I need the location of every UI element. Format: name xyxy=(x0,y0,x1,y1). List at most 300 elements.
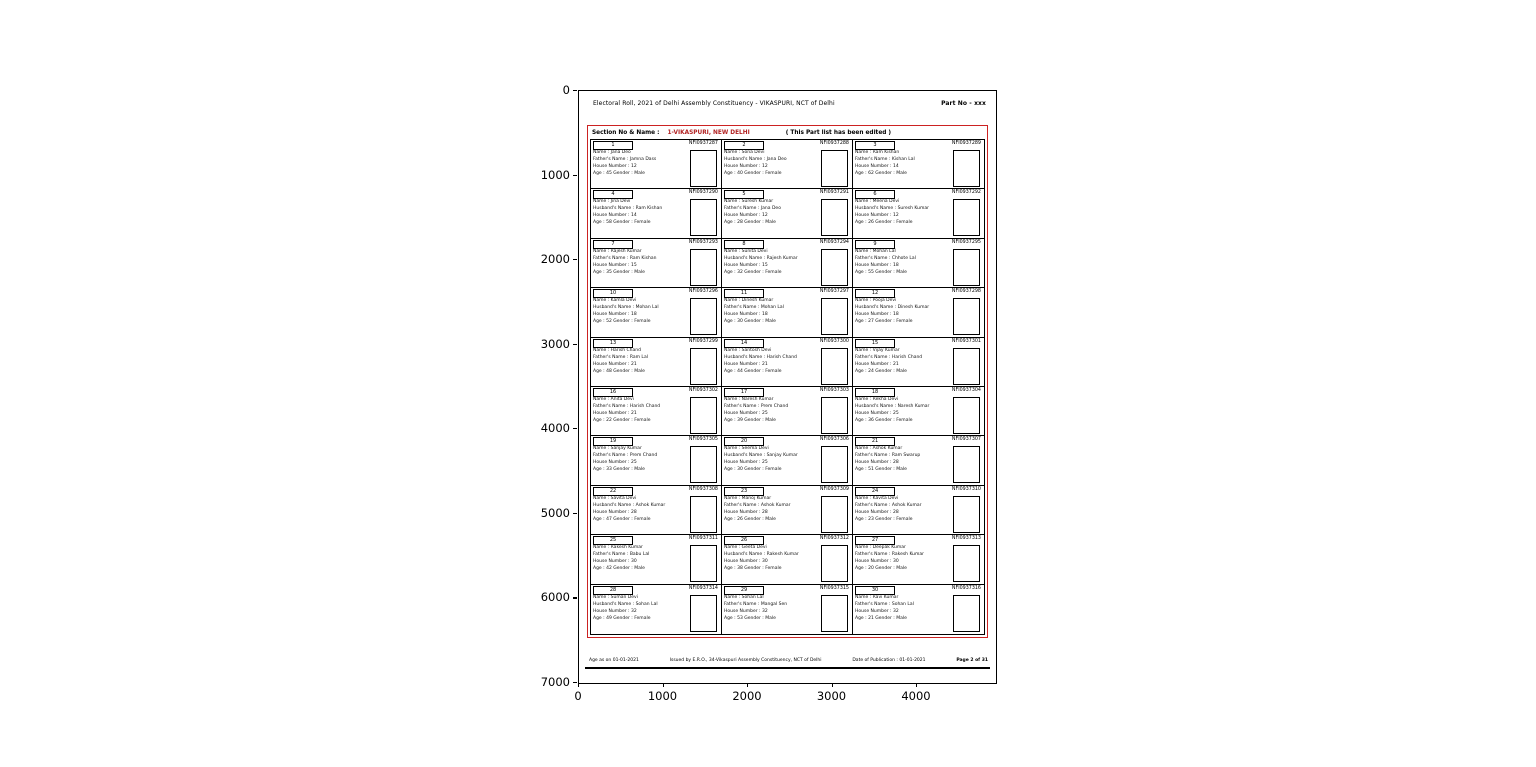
voter-relation: Father's Name : Ashok Kumar xyxy=(724,502,791,508)
photo-box xyxy=(953,249,980,286)
photo-box xyxy=(821,446,848,483)
voter-card-head xyxy=(593,487,719,496)
epic-number: NFI0937306 xyxy=(819,437,849,443)
section-note: ( This Part list has been edited ) xyxy=(785,129,892,136)
voter-card xyxy=(722,585,853,634)
voter-card-body xyxy=(724,595,850,632)
x-axis-tick-mark xyxy=(747,683,748,687)
electoral-roll-page xyxy=(578,90,997,684)
voter-age-gender: Age : 28 Gender : Male xyxy=(724,220,776,226)
voter-card xyxy=(591,585,722,634)
voter-card-body xyxy=(593,199,719,236)
page-footer xyxy=(589,658,988,663)
voter-house-number: House Number : 32 xyxy=(593,608,637,614)
x-axis-tick-label: 2000 xyxy=(732,689,762,703)
voter-card xyxy=(722,486,853,535)
voter-age-gender: Age : 40 Gender : Female xyxy=(724,170,782,176)
voter-name: Name : Vijay Kumar xyxy=(855,347,900,353)
footer-page-number: Page 2 of 31 xyxy=(956,658,988,663)
serial-number-box: 30 xyxy=(855,586,895,595)
voter-relation: Husband's Name : Rajesh Kumar xyxy=(724,255,798,261)
voter-house-number: House Number : 18 xyxy=(855,262,899,268)
photo-box xyxy=(821,199,848,236)
voter-details xyxy=(855,298,929,335)
voter-name: Name : Ram Kishan xyxy=(855,150,900,155)
voter-relation: Husband's Name : Sanjay Kumar xyxy=(724,453,798,459)
photo-box xyxy=(953,446,980,483)
voter-card xyxy=(722,387,853,436)
epic-number: NFI0937305 xyxy=(688,437,718,443)
voter-card-body xyxy=(724,446,850,483)
voter-card-body xyxy=(855,150,982,187)
epic-number: NFI0937293 xyxy=(688,239,718,245)
voter-name: Name : Savita Devi xyxy=(593,495,637,501)
voter-details xyxy=(724,397,788,434)
serial-number-box: 25 xyxy=(593,536,633,545)
voter-card xyxy=(591,387,722,436)
photo-box xyxy=(953,595,980,632)
voter-grid xyxy=(590,139,985,635)
voter-house-number: House Number : 30 xyxy=(593,559,637,565)
voter-relation: Father's Name : Sohan Lal xyxy=(855,601,914,607)
voter-name: Name : Sunita Devi xyxy=(724,248,768,254)
voter-details xyxy=(724,249,798,286)
voter-name: Name : Rajesh Kumar xyxy=(593,248,642,254)
serial-number-box: 19 xyxy=(593,437,633,446)
voter-house-number: House Number : 15 xyxy=(724,262,768,268)
voter-card-body xyxy=(855,545,982,582)
voter-card-head xyxy=(593,141,719,150)
section-header xyxy=(588,126,987,139)
serial-number-box: 15 xyxy=(855,339,895,348)
epic-number: NFI0937297 xyxy=(819,289,849,295)
y-axis-tick-label: 7000 xyxy=(540,674,570,689)
voter-card-head xyxy=(593,240,719,249)
photo-box xyxy=(821,348,848,385)
voter-details xyxy=(724,150,787,187)
serial-number-box: 20 xyxy=(724,437,764,446)
serial-number-box: 26 xyxy=(724,536,764,545)
photo-box xyxy=(690,298,717,335)
voter-name: Name : Jina Devi xyxy=(593,199,631,205)
voter-age-gender: Age : 51 Gender : Male xyxy=(855,467,907,473)
serial-number-box: 18 xyxy=(855,388,895,397)
epic-number: NFI0937312 xyxy=(819,536,849,542)
voter-name: Name : Anita Devi xyxy=(593,397,634,402)
x-axis-tick-label: 1000 xyxy=(647,689,678,703)
epic-number: NFI0937315 xyxy=(819,585,849,591)
voter-details xyxy=(593,199,662,236)
voter-card-body xyxy=(855,348,982,385)
photo-box xyxy=(690,595,717,632)
voter-age-gender: Age : 24 Gender : Male xyxy=(855,368,907,374)
voter-details xyxy=(724,496,790,533)
voter-card-head xyxy=(593,586,719,595)
voter-name: Name : Jana Deo xyxy=(593,150,631,155)
photo-box xyxy=(953,545,980,582)
voter-age-gender: Age : 26 Gender : Male xyxy=(724,516,776,522)
serial-number-box: 29 xyxy=(724,586,764,595)
voter-age-gender: Age : 45 Gender : Male xyxy=(593,170,645,176)
y-axis-tick-label: 2000 xyxy=(540,252,570,267)
voter-card-body xyxy=(855,446,982,483)
voter-age-gender: Age : 33 Gender : Male xyxy=(593,467,645,473)
photo-box xyxy=(690,446,717,483)
voter-details xyxy=(724,545,799,582)
epic-number: NFI0937314 xyxy=(688,585,718,591)
y-axis-tick-mark xyxy=(573,344,577,345)
voter-name: Name : Seema Devi xyxy=(724,446,769,452)
voter-house-number: House Number : 18 xyxy=(593,312,637,318)
voter-card-body xyxy=(855,249,982,286)
voter-card xyxy=(591,338,722,387)
y-axis-tick-mark xyxy=(573,175,577,176)
voter-details xyxy=(724,446,798,483)
voter-card-body xyxy=(855,199,982,236)
serial-number-box: 9 xyxy=(855,240,895,249)
y-axis-tick-mark xyxy=(573,513,577,514)
voter-age-gender: Age : 30 Gender : Female xyxy=(724,467,782,473)
serial-number-box: 23 xyxy=(724,487,764,496)
voter-age-gender: Age : 44 Gender : Female xyxy=(724,368,782,374)
voter-card-body xyxy=(593,150,719,187)
epic-number: NFI0937303 xyxy=(819,388,849,393)
voter-name: Name : Rakesh Kumar xyxy=(593,545,643,551)
voter-relation: Husband's Name : Rakesh Kumar xyxy=(724,552,799,558)
voter-details xyxy=(593,446,657,483)
photo-box xyxy=(953,348,980,385)
photo-box xyxy=(690,348,717,385)
serial-number-box: 7 xyxy=(593,240,633,249)
voter-name: Name : Dinesh Kumar xyxy=(724,298,774,304)
voter-age-gender: Age : 23 Gender : Female xyxy=(855,516,913,522)
photo-box xyxy=(821,545,848,582)
voter-card xyxy=(591,189,722,238)
voter-age-gender: Age : 53 Gender : Male xyxy=(724,615,776,621)
epic-number: NFI0937292 xyxy=(951,190,981,196)
voter-house-number: House Number : 15 xyxy=(593,262,637,268)
voter-card-head xyxy=(724,289,850,298)
voter-card-body xyxy=(593,595,719,632)
voter-card xyxy=(853,486,984,535)
voter-relation: Father's Name : Harish Chand xyxy=(593,403,661,409)
voter-age-gender: Age : 22 Gender : Female xyxy=(593,417,651,423)
voter-age-gender: Age : 36 Gender : Female xyxy=(855,417,913,423)
voter-card xyxy=(591,436,722,485)
voter-name: Name : Harish Chand xyxy=(593,347,641,353)
voter-card-head xyxy=(855,388,982,397)
voter-age-gender: Age : 42 Gender : Male xyxy=(593,566,645,572)
x-axis-tick-mark xyxy=(663,683,664,687)
photo-box xyxy=(690,545,717,582)
voter-house-number: House Number : 30 xyxy=(724,559,768,565)
y-axis-tick-label: 5000 xyxy=(540,505,570,520)
voter-name: Name : Ashok Kumar xyxy=(855,446,903,452)
epic-number: NFI0937288 xyxy=(819,141,849,146)
roll-title: Electoral Roll, 2021 of Delhi Assembly Constituency - VIKASPURI, NCT of Delhi xyxy=(593,100,835,107)
serial-number-box: 13 xyxy=(593,339,633,348)
photo-box xyxy=(953,397,980,434)
photo-box xyxy=(690,199,717,236)
voter-age-gender: Age : 26 Gender : Female xyxy=(855,220,913,226)
voter-card-head xyxy=(855,536,982,545)
voter-age-gender: Age : 38 Gender : Female xyxy=(724,566,782,572)
voter-house-number: House Number : 28 xyxy=(855,460,899,466)
voter-relation: Husband's Name : Dinesh Kumar xyxy=(855,305,930,311)
voter-details xyxy=(593,249,656,286)
voter-card-body xyxy=(724,298,850,335)
voter-card-body xyxy=(724,545,850,582)
voter-details xyxy=(855,249,916,286)
voter-name: Name : Mohan Lal xyxy=(855,248,896,254)
section-value: 1-VIKASPURI, NEW DELHI xyxy=(667,129,750,136)
serial-number-box: 8 xyxy=(724,240,764,249)
voter-relation: Father's Name : Jamna Dass xyxy=(593,156,657,162)
serial-number-box: 6 xyxy=(855,190,895,199)
serial-number-box: 14 xyxy=(724,339,764,348)
voter-card-head xyxy=(724,339,850,348)
serial-number-box: 28 xyxy=(593,586,633,595)
section-label: Section No & Name : xyxy=(592,129,660,136)
voter-card xyxy=(853,288,984,337)
voter-relation: Father's Name : Prem Chand xyxy=(724,403,789,409)
epic-number: NFI0937300 xyxy=(819,338,849,344)
serial-number-box: 1 xyxy=(593,141,633,150)
voter-house-number: House Number : 25 xyxy=(593,460,637,466)
voter-age-gender: Age : 58 Gender : Female xyxy=(593,220,651,226)
voter-card-head xyxy=(724,536,850,545)
voter-card xyxy=(722,436,853,485)
voter-card-head xyxy=(593,339,719,348)
serial-number-box: 5 xyxy=(724,190,764,199)
y-axis-tick-label: 3000 xyxy=(540,336,570,351)
epic-number: NFI0937313 xyxy=(951,536,981,542)
voter-house-number: House Number : 32 xyxy=(724,608,768,614)
photo-box xyxy=(953,199,980,236)
voter-relation: Father's Name : Ram Swarup xyxy=(855,453,921,459)
voter-house-number: House Number : 21 xyxy=(593,410,637,416)
voter-card-head xyxy=(593,289,719,298)
voter-age-gender: Age : 52 Gender : Female xyxy=(593,319,651,325)
photo-box xyxy=(953,150,980,187)
voter-card-head xyxy=(724,586,850,595)
voter-name: Name : Deepak Kumar xyxy=(855,545,906,551)
voter-relation: Husband's Name : Naresh Kumar xyxy=(855,403,930,409)
voter-card xyxy=(853,535,984,584)
voter-card-body xyxy=(593,348,719,385)
voter-details xyxy=(855,545,924,582)
voter-card xyxy=(722,140,853,189)
voter-name: Name : Manoj Kumar xyxy=(724,495,772,501)
voter-relation: Father's Name : Prem Chand xyxy=(593,453,658,459)
serial-number-box: 17 xyxy=(724,388,764,397)
photo-box xyxy=(821,249,848,286)
serial-number-box: 24 xyxy=(855,487,895,496)
voter-card xyxy=(722,239,853,288)
y-axis-tick-mark xyxy=(573,259,577,260)
voter-card-body xyxy=(724,249,850,286)
epic-number: NFI0937316 xyxy=(951,585,981,591)
voter-house-number: House Number : 25 xyxy=(724,410,768,416)
voter-house-number: House Number : 21 xyxy=(724,361,768,367)
voter-age-gender: Age : 21 Gender : Male xyxy=(855,615,907,621)
voter-relation: Father's Name : Ashok Kumar xyxy=(855,502,922,508)
voter-details xyxy=(724,298,784,335)
epic-number: NFI0937302 xyxy=(688,388,718,393)
y-axis-tick-label: 1000 xyxy=(540,167,570,182)
voter-name: Name : Santosh Devi xyxy=(724,347,772,353)
voter-card-body xyxy=(855,595,982,632)
epic-number: NFI0937296 xyxy=(688,289,718,295)
voter-details xyxy=(724,199,781,236)
epic-number: NFI0937304 xyxy=(951,388,981,393)
voter-card-head xyxy=(855,289,982,298)
voter-age-gender: Age : 47 Gender : Female xyxy=(593,516,651,522)
voter-details xyxy=(855,348,922,385)
voter-card-body xyxy=(593,249,719,286)
voter-house-number: House Number : 25 xyxy=(855,410,899,416)
voter-details xyxy=(724,348,797,385)
voter-relation: Husband's Name : Suresh Kumar xyxy=(855,206,929,212)
voter-card xyxy=(591,535,722,584)
voter-relation: Husband's Name : Sohan Lal xyxy=(593,601,658,607)
photo-box xyxy=(690,150,717,187)
voter-house-number: House Number : 12 xyxy=(593,163,637,169)
voter-card-body xyxy=(724,397,850,434)
voter-card-body xyxy=(724,348,850,385)
y-axis-tick-mark xyxy=(573,90,577,91)
voter-details xyxy=(724,595,787,632)
voter-relation: Husband's Name : Jana Deo xyxy=(724,156,787,162)
voter-card xyxy=(853,585,984,634)
voter-relation: Father's Name : Mohan Lal xyxy=(724,305,784,311)
serial-number-box: 3 xyxy=(855,141,895,150)
voter-card-head xyxy=(724,141,850,150)
voter-relation: Husband's Name : Mohan Lal xyxy=(593,305,659,311)
voter-house-number: House Number : 28 xyxy=(593,509,637,515)
serial-number-box: 27 xyxy=(855,536,895,545)
voter-card-body xyxy=(593,298,719,335)
serial-number-box: 10 xyxy=(593,289,633,298)
voter-name: Name : Pooja Devi xyxy=(855,298,897,304)
voter-details xyxy=(593,496,665,533)
voter-card xyxy=(853,239,984,288)
voter-age-gender: Age : 20 Gender : Male xyxy=(855,566,907,572)
epic-number: NFI0937287 xyxy=(688,141,718,146)
voter-relation: Father's Name : Ram Lal xyxy=(593,354,648,360)
voter-house-number: House Number : 12 xyxy=(724,163,768,169)
footer-issuer: Issued by E.R.O., 34-Vikaspuri Assembly Constituency, NCT of Delhi xyxy=(669,658,822,663)
voter-relation: Husband's Name : Harish Chand xyxy=(724,354,797,360)
voter-house-number: House Number : 30 xyxy=(855,559,899,565)
voter-age-gender: Age : 27 Gender : Female xyxy=(855,319,913,325)
voter-house-number: House Number : 18 xyxy=(724,312,768,318)
voter-card-head xyxy=(593,536,719,545)
voter-name: Name : Kamla Devi xyxy=(593,298,637,304)
photo-box xyxy=(690,249,717,286)
x-axis-tick-mark xyxy=(832,683,833,687)
epic-number: NFI0937308 xyxy=(688,486,718,492)
y-axis-tick-mark xyxy=(573,428,577,429)
serial-number-box: 16 xyxy=(593,388,633,397)
voter-card xyxy=(722,288,853,337)
photo-box xyxy=(821,397,848,434)
epic-number: NFI0937299 xyxy=(688,338,718,344)
voter-card-body xyxy=(593,446,719,483)
voter-card-body xyxy=(724,199,850,236)
voter-card xyxy=(591,140,722,189)
voter-house-number: House Number : 32 xyxy=(855,608,899,614)
voter-name: Name : Sona Devi xyxy=(724,150,765,155)
photo-box xyxy=(690,496,717,533)
epic-number: NFI0937301 xyxy=(951,338,981,344)
voter-name: Name : Suman Devi xyxy=(593,594,638,600)
epic-number: NFI0937307 xyxy=(951,437,981,443)
epic-number: NFI0937309 xyxy=(819,486,849,492)
photo-box xyxy=(821,496,848,533)
y-axis-tick-label: 4000 xyxy=(540,421,570,436)
voter-house-number: House Number : 28 xyxy=(724,509,768,515)
voter-card-head xyxy=(593,388,719,397)
x-axis-tick-mark xyxy=(578,683,579,687)
part-number: Part No - xxx xyxy=(941,100,986,107)
voter-details xyxy=(855,446,920,483)
voter-card xyxy=(591,239,722,288)
voter-details xyxy=(855,595,914,632)
voter-name: Name : Ravi Kumar xyxy=(855,594,899,600)
voter-details xyxy=(593,397,660,434)
voter-relation: Father's Name : Mangal Sen xyxy=(724,601,788,607)
serial-number-box: 12 xyxy=(855,289,895,298)
voter-card xyxy=(722,338,853,387)
voter-house-number: House Number : 12 xyxy=(724,213,768,219)
voter-details xyxy=(593,150,656,187)
voter-card xyxy=(853,338,984,387)
epic-number: NFI0937289 xyxy=(951,141,981,146)
epic-number: NFI0937294 xyxy=(819,239,849,245)
voter-age-gender: Age : 30 Gender : Male xyxy=(724,319,776,325)
voter-house-number: House Number : 21 xyxy=(855,361,899,367)
serial-number-box: 22 xyxy=(593,487,633,496)
voter-details xyxy=(855,150,915,187)
epic-number: NFI0937295 xyxy=(951,239,981,245)
photo-box xyxy=(690,397,717,434)
voter-house-number: House Number : 28 xyxy=(855,509,899,515)
footer-divider xyxy=(585,667,990,669)
voter-age-gender: Age : 35 Gender : Male xyxy=(593,269,645,275)
voter-card-body xyxy=(593,545,719,582)
voter-name: Name : Meena Devi xyxy=(855,199,900,205)
page-header xyxy=(593,100,986,107)
voter-card-head xyxy=(724,487,850,496)
epic-number: NFI0937291 xyxy=(819,190,849,196)
footer-age-note: Age as on 01-01-2021 xyxy=(589,658,639,663)
y-axis-tick-label: 6000 xyxy=(540,590,570,605)
voter-card-head xyxy=(855,339,982,348)
serial-number-box: 4 xyxy=(593,190,633,199)
voter-name: Name : Naresh Kumar xyxy=(724,397,774,402)
x-axis-tick-label: 4000 xyxy=(901,689,931,703)
voter-card-head xyxy=(855,141,982,150)
voter-house-number: House Number : 21 xyxy=(593,361,637,367)
red-highlight-box xyxy=(587,125,988,638)
voter-card xyxy=(853,189,984,238)
footer-publication: Date of Publication : 01-01-2021 xyxy=(852,658,926,663)
voter-card xyxy=(853,140,984,189)
voter-card-body xyxy=(724,496,850,533)
voter-house-number: House Number : 18 xyxy=(855,312,899,318)
serial-number-box: 2 xyxy=(724,141,764,150)
